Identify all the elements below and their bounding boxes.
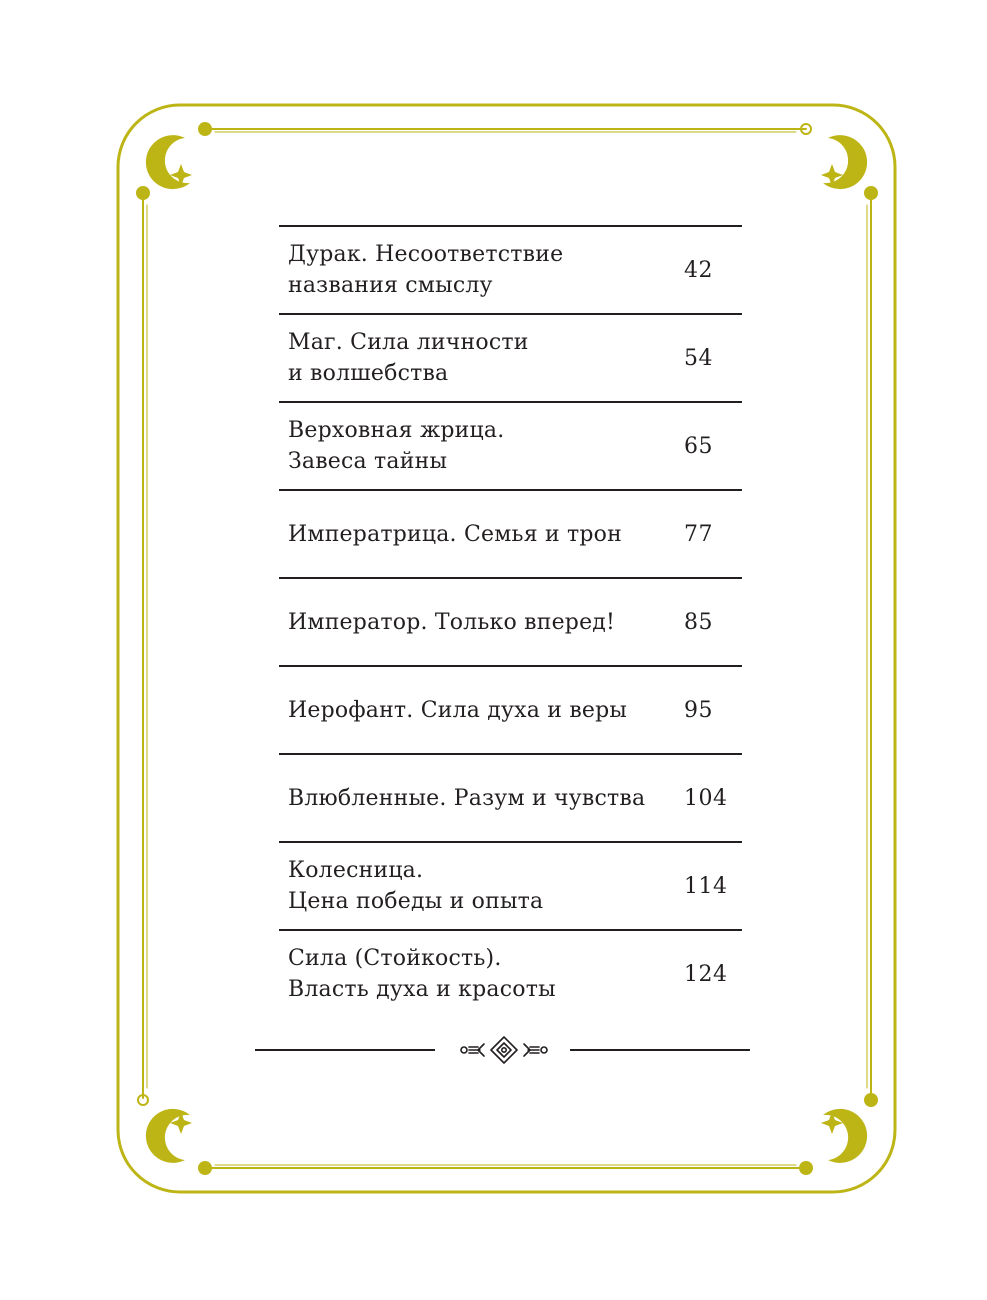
toc-entry-title: Сила (Стойкость). Власть духа и красоты <box>288 946 556 1002</box>
dot-icon <box>198 122 212 136</box>
toc-entry-title: Дурак. Несоответствие названия смыслу <box>288 242 564 298</box>
toc-entry-page: 42 <box>684 257 713 283</box>
toc-entry-title: Влюбленные. Разум и чувства <box>288 785 646 811</box>
toc-entry-title: Маг. Сила личности и волшебства <box>288 330 529 386</box>
toc-entry[interactable] <box>279 489 742 577</box>
toc-entry-title: Император. Только вперед! <box>288 609 616 635</box>
toc-entry-page: 54 <box>684 345 713 371</box>
dot-icon <box>136 186 150 200</box>
crescent-moon-icon <box>146 1109 190 1163</box>
toc-entry[interactable] <box>279 225 742 313</box>
toc-entry-page: 77 <box>684 521 713 547</box>
toc-entry-page: 65 <box>684 433 713 459</box>
crescent-moon-icon <box>146 135 190 189</box>
dot-icon <box>799 1161 813 1175</box>
toc-entry[interactable] <box>279 753 742 841</box>
toc-entry-title: Верховная жрица. Завеса тайны <box>288 418 505 474</box>
toc-entry[interactable] <box>279 577 742 665</box>
toc-entry-page: 114 <box>684 873 728 899</box>
toc-entry[interactable] <box>279 665 742 753</box>
toc-entry-page: 95 <box>684 697 713 723</box>
toc-entry-title: Колесница. Цена победы и опыта <box>288 858 544 914</box>
toc-entry-page: 124 <box>684 961 728 987</box>
toc-entry-page: 104 <box>684 785 728 811</box>
crescent-moon-icon <box>823 1109 867 1163</box>
toc-entry[interactable] <box>279 929 742 1017</box>
diamond-ornament-icon <box>458 1034 550 1066</box>
crescent-moon-icon <box>823 135 867 189</box>
dot-icon <box>864 1093 878 1107</box>
toc-entry[interactable] <box>279 313 742 401</box>
dot-icon <box>864 186 878 200</box>
toc-entry[interactable] <box>279 401 742 489</box>
divider-right-line <box>570 1049 750 1051</box>
toc-entry-title: Иерофант. Сила духа и веры <box>288 697 628 723</box>
dot-icon <box>198 1161 212 1175</box>
toc-entry-page: 85 <box>684 609 713 635</box>
toc-entry-title: Императрица. Семья и трон <box>288 521 622 547</box>
divider-left-line <box>255 1049 435 1051</box>
toc-entry[interactable] <box>279 841 742 929</box>
table-of-contents <box>279 225 742 1017</box>
